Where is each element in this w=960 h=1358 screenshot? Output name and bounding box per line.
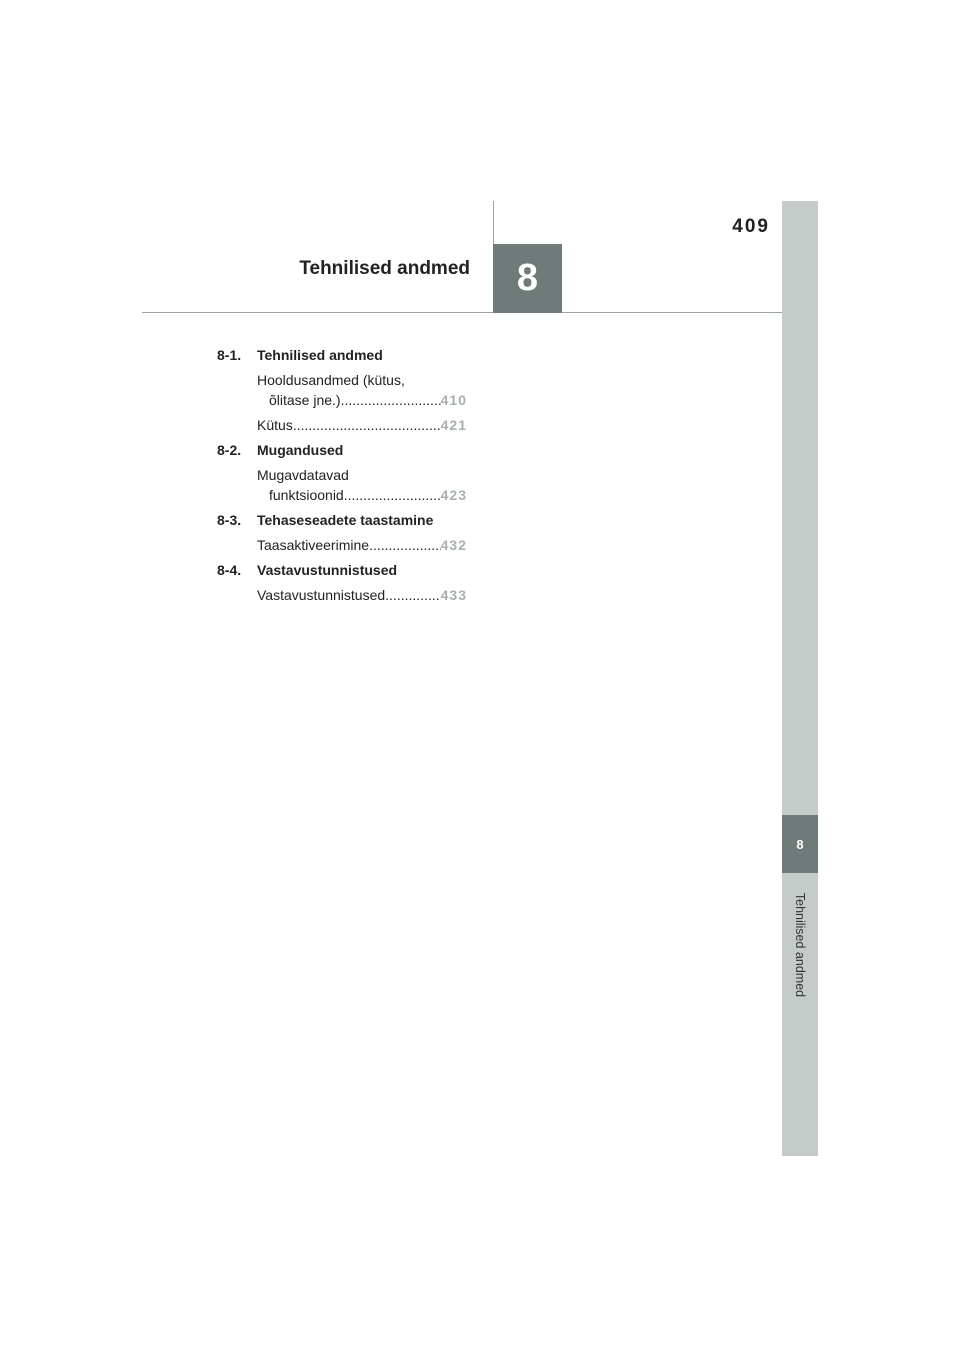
chapter-title: Tehnilised andmed bbox=[299, 258, 470, 279]
toc-section-title: Tehaseseadete taastamine bbox=[257, 512, 434, 528]
toc-section-number: 8-3. bbox=[217, 512, 242, 528]
toc-page-ref[interactable]: 421 bbox=[440, 417, 467, 433]
toc-entry[interactable] bbox=[217, 465, 467, 505]
toc-entry-line: Hooldusandmed (kütus, bbox=[257, 372, 405, 388]
toc-section-title: Tehnilised andmed bbox=[257, 347, 383, 363]
toc-entry[interactable] bbox=[217, 415, 467, 435]
toc-entry-title: õlitase jne.) bbox=[269, 392, 341, 408]
toc-section[interactable] bbox=[217, 440, 467, 460]
toc-section-title: Mugandused bbox=[257, 442, 344, 458]
chapter-number-box: 8 bbox=[493, 244, 562, 313]
table-of-contents bbox=[217, 345, 467, 605]
toc-section[interactable] bbox=[217, 510, 467, 530]
toc-section-number: 8-2. bbox=[217, 442, 242, 458]
toc-section[interactable] bbox=[217, 345, 467, 365]
toc-dot-leader bbox=[293, 415, 441, 435]
toc-entry[interactable] bbox=[217, 585, 467, 605]
page-number: 409 bbox=[732, 216, 770, 237]
side-tab-label-text: Tehnilised andmed bbox=[793, 892, 807, 998]
toc-section-number: 8-1. bbox=[217, 347, 242, 363]
toc-dot-leader bbox=[344, 485, 441, 505]
toc-entry-line: Mugavdatavad bbox=[257, 467, 349, 483]
toc-page-ref[interactable]: 433 bbox=[440, 587, 467, 603]
toc-entry-title: Vastavustunnistused bbox=[257, 587, 386, 603]
toc-dot-leader bbox=[369, 535, 441, 555]
toc-page-ref[interactable]: 410 bbox=[440, 392, 467, 408]
header-rule bbox=[142, 312, 782, 313]
toc-section-number: 8-4. bbox=[217, 562, 242, 578]
toc-dot-leader bbox=[385, 585, 440, 605]
toc-entry-title: Kütus bbox=[257, 417, 293, 433]
toc-entry-title: Taasaktiveerimine bbox=[257, 537, 370, 553]
toc-entry[interactable] bbox=[217, 370, 467, 410]
toc-page-ref[interactable]: 432 bbox=[440, 537, 467, 553]
toc-dot-leader bbox=[341, 390, 441, 410]
toc-section-title: Vastavustunnistused bbox=[257, 562, 398, 578]
side-tab-chapter[interactable]: 8 bbox=[782, 815, 818, 873]
vertical-rule bbox=[493, 201, 494, 245]
toc-entry-title: funktsioonid bbox=[269, 487, 344, 503]
toc-section[interactable] bbox=[217, 560, 467, 580]
side-bar bbox=[782, 201, 818, 1156]
toc-page-ref[interactable]: 423 bbox=[440, 487, 467, 503]
toc-entry[interactable] bbox=[217, 535, 467, 555]
